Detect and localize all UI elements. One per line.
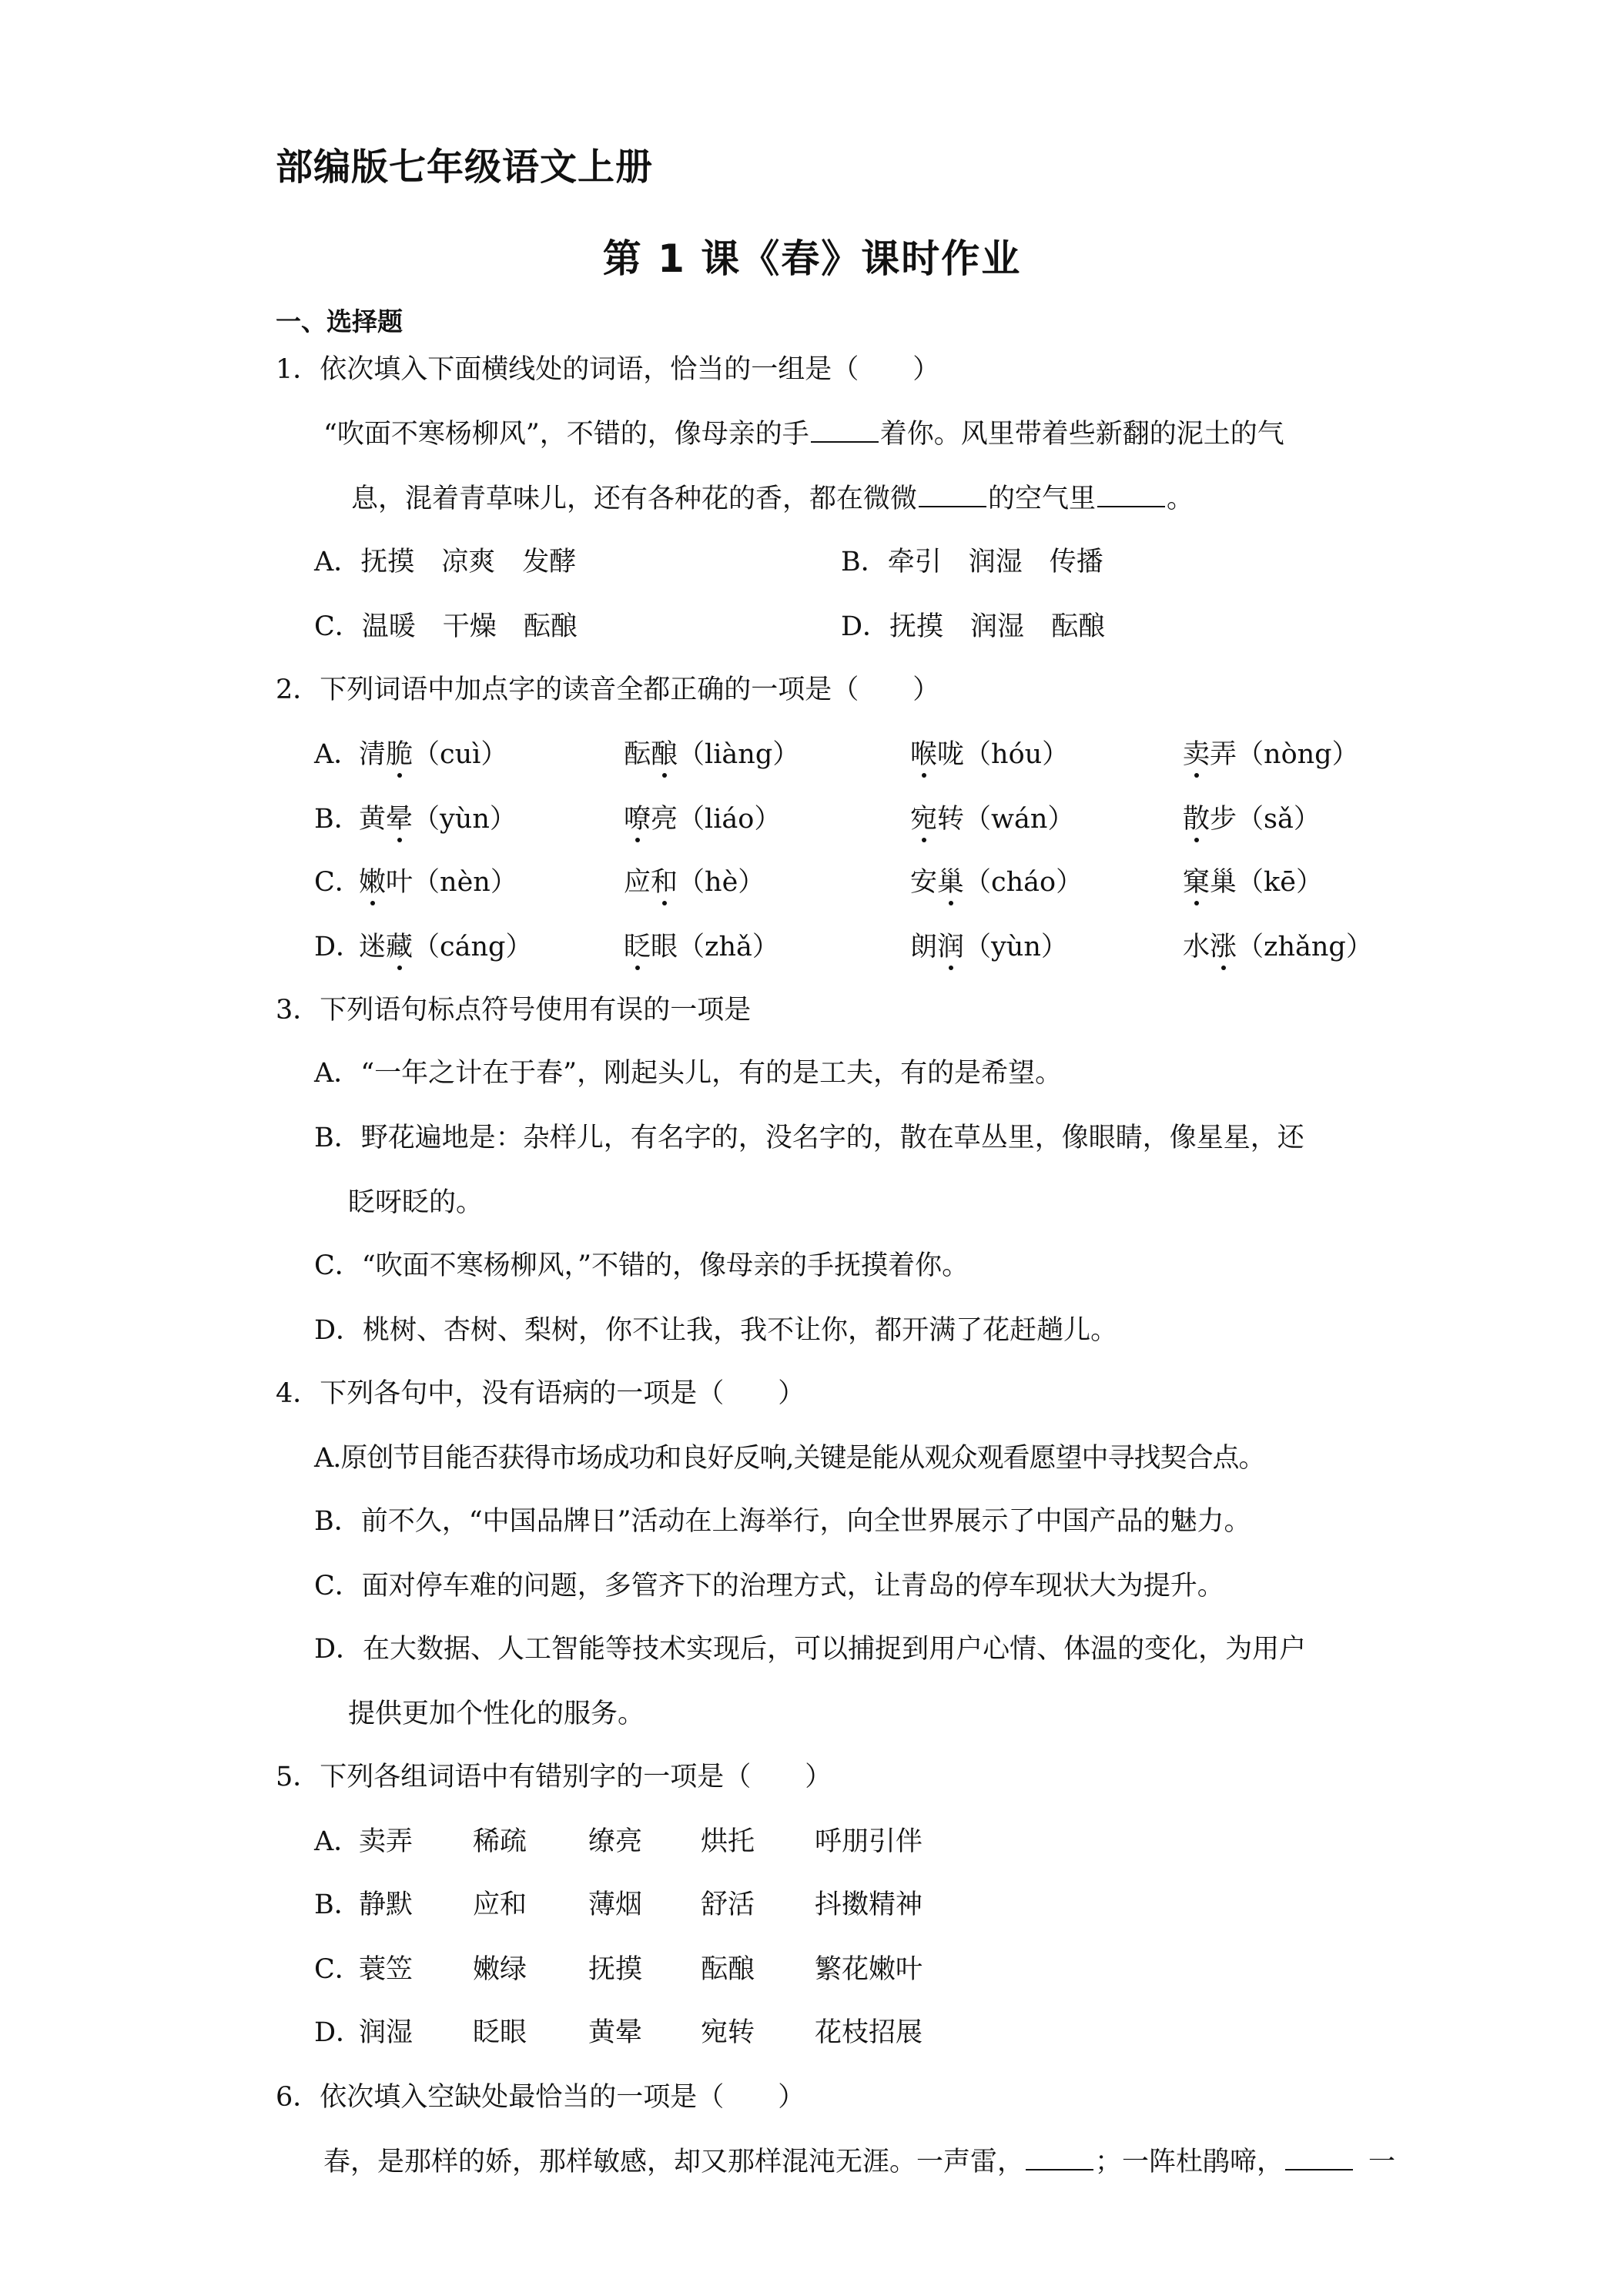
question-6-passage-line-1 xyxy=(323,2145,1395,2179)
dotted-character: 藏 xyxy=(386,932,414,962)
dotted-character: 窠 xyxy=(1183,867,1210,898)
word-character: 巢 xyxy=(1210,867,1237,898)
pinyin-reading: （kē） xyxy=(1237,867,1323,898)
dotted-character: 酿 xyxy=(651,739,678,770)
word-character: 转 xyxy=(937,804,965,835)
dotted-character: 眨 xyxy=(624,932,651,962)
pinyin-reading: （cháo） xyxy=(964,867,1083,898)
pinyin-item xyxy=(359,802,517,836)
pinyin-reading: （liàng） xyxy=(678,739,800,770)
pinyin-item xyxy=(1183,865,1323,899)
word-character: 朗 xyxy=(910,932,938,962)
passage-text: “吹面不寒杨柳风”，不错的，像母亲的手 xyxy=(323,419,809,450)
fill-blank xyxy=(1097,483,1165,507)
word-option: 花枝招展 xyxy=(815,2017,923,2048)
word-character: 水 xyxy=(1183,932,1210,962)
pinyin-item xyxy=(624,865,765,899)
dotted-character: 晕 xyxy=(386,804,414,835)
passage-text: 。 xyxy=(1167,484,1194,514)
question-4-option-b: B．前不久，“中国品牌日”活动在上海举行，向全世界展示了中国产品的魅力。 xyxy=(314,1506,1251,1537)
question-3-option-b: B．野花遍地是：杂样儿，有名字的，没名字的，散在草丛里，像眼睛，像星星，还 xyxy=(314,1123,1304,1153)
question-2-option-label: C． xyxy=(314,867,362,898)
word-option: 眨眼 xyxy=(473,2017,527,2048)
question-1-option-a: A．抚摸 凉爽 发酵 xyxy=(314,547,577,577)
word-character: 叶 xyxy=(386,867,414,898)
dotted-character: 嘹 xyxy=(624,804,651,835)
question-2-stem: 2．下列词语中加点字的读音全都正确的一项是（ ） xyxy=(276,674,940,705)
word-character: 弄 xyxy=(1210,739,1237,770)
pinyin-item xyxy=(624,738,799,771)
word-option: 缭亮 xyxy=(588,1826,643,1857)
fill-blank xyxy=(919,483,986,507)
passage-text: ；一阵杜鹃啼， xyxy=(1095,2147,1284,2177)
pinyin-reading: （hè） xyxy=(678,867,765,898)
question-6-stem: 6．依次填入空缺处最恰当的一项是（ ） xyxy=(276,2082,805,2113)
dotted-character: 卖 xyxy=(1183,739,1210,770)
word-option: 抖擞精神 xyxy=(815,1889,923,1920)
pinyin-item xyxy=(359,738,507,771)
word-option: 黄晕 xyxy=(588,2017,643,2048)
pinyin-item xyxy=(910,930,1068,964)
pinyin-reading: （yùn） xyxy=(964,932,1068,962)
dotted-character: 宛 xyxy=(910,804,938,835)
question-3-option-d: D．桃树、杏树、梨树，你不让我，我不让你，都开满了花赶趟儿。 xyxy=(314,1315,1118,1346)
word-option: 抚摸 xyxy=(588,1954,643,1985)
question-4-option-a: A.原创节目能否获得市场成功和良好反响,关键是能从观众观看愿望中寻找契合点。 xyxy=(314,1443,1265,1474)
fill-blank xyxy=(811,418,879,443)
word-option: 烘托 xyxy=(701,1826,755,1857)
dotted-character: 巢 xyxy=(937,867,965,898)
word-option: 嫩绿 xyxy=(473,1954,527,1985)
word-option: 薄烟 xyxy=(588,1889,643,1920)
passage-text: 一 xyxy=(1368,2147,1396,2177)
fill-blank xyxy=(1285,2146,1353,2170)
question-5-option-label: B． xyxy=(314,1889,361,1920)
question-3-option-b-continued: 眨呀眨的。 xyxy=(348,1187,484,1218)
word-option: 静默 xyxy=(359,1889,414,1920)
pinyin-item xyxy=(910,738,1069,771)
word-option: 呼朋引伴 xyxy=(815,1826,923,1857)
pinyin-reading: （sǎ） xyxy=(1237,804,1321,835)
passage-text: 息，混着青草味儿，还有各种花的香，都在微微 xyxy=(351,484,918,514)
pinyin-reading: （zhǎng） xyxy=(1237,932,1373,962)
pinyin-reading: （yùn） xyxy=(413,804,517,835)
word-character: 应 xyxy=(624,867,651,898)
pinyin-item xyxy=(624,930,779,964)
series-title: 部编版七年级语文上册 xyxy=(276,146,654,189)
pinyin-reading: （zhǎ） xyxy=(678,932,779,962)
question-1-option-b: B．牵引 润湿 传播 xyxy=(841,547,1103,577)
question-1-stem: 1．依次填入下面横线处的词语，恰当的一组是（ ） xyxy=(276,354,940,385)
question-2-option-label: A． xyxy=(314,739,361,770)
lesson-title: 第 1 课《春》课时作业 xyxy=(602,236,1022,281)
question-1-passage-line-1 xyxy=(323,417,1284,451)
dotted-character: 和 xyxy=(651,867,678,898)
question-1-passage-line-2 xyxy=(351,482,1194,516)
pinyin-reading: （wán） xyxy=(964,804,1075,835)
dotted-character: 喉 xyxy=(910,739,938,770)
word-option: 酝酿 xyxy=(701,1954,755,1985)
fill-blank xyxy=(1026,2146,1093,2170)
dotted-character: 嫩 xyxy=(359,867,387,898)
pinyin-item xyxy=(1183,738,1359,771)
dotted-character: 脆 xyxy=(386,739,414,770)
word-character: 酝 xyxy=(624,739,651,770)
question-3-stem: 3．下列语句标点符号使用有误的一项是 xyxy=(276,995,752,1026)
dotted-character: 散 xyxy=(1183,804,1210,835)
question-4-stem: 4．下列各句中，没有语病的一项是（ ） xyxy=(276,1378,805,1409)
pinyin-reading: （nòng） xyxy=(1237,739,1359,770)
word-character: 清 xyxy=(359,739,387,770)
pinyin-item xyxy=(624,802,781,836)
question-5-option-label: D． xyxy=(314,2017,363,2048)
word-option: 卖弄 xyxy=(359,1826,414,1857)
question-5-stem: 5．下列各组词语中有错别字的一项是（ ） xyxy=(276,1762,832,1792)
pinyin-item xyxy=(910,865,1083,899)
dotted-character: 涨 xyxy=(1210,932,1237,962)
pinyin-reading: （liáo） xyxy=(678,804,782,835)
question-4-option-c: C．面对停车难的问题，多管齐下的治理方式，让青岛的停车现状大为提升。 xyxy=(314,1571,1224,1602)
pinyin-item xyxy=(359,865,517,899)
word-option: 蓑笠 xyxy=(359,1954,414,1985)
word-option: 繁花嫩叶 xyxy=(815,1954,923,1985)
word-character: 迷 xyxy=(359,932,387,962)
dotted-character: 润 xyxy=(937,932,965,962)
word-option: 稀疏 xyxy=(473,1826,527,1857)
passage-text: 着你。风里带着些新翻的泥土的气 xyxy=(879,419,1284,450)
question-5-option-label: A． xyxy=(314,1826,361,1857)
question-1-option-d: D．抚摸 润湿 酝酿 xyxy=(841,611,1106,642)
word-character: 咙 xyxy=(937,739,965,770)
pinyin-reading: （cuì） xyxy=(413,739,508,770)
word-character: 黄 xyxy=(359,804,387,835)
word-option: 应和 xyxy=(473,1889,527,1920)
question-3-option-a: A．“一年之计在于春”，刚起头儿，有的是工夫，有的是希望。 xyxy=(314,1058,1063,1089)
pinyin-reading: （nèn） xyxy=(413,867,517,898)
question-2-option-label: B． xyxy=(314,804,361,835)
word-character: 亮 xyxy=(651,804,678,835)
question-5-option-label: C． xyxy=(314,1954,362,1985)
passage-text: 春，是那样的娇，那样敏感，却又那样混沌无涯。一声雷， xyxy=(323,2147,1025,2177)
word-option: 宛转 xyxy=(701,2017,755,2048)
word-character: 步 xyxy=(1210,804,1237,835)
word-character: 眼 xyxy=(651,932,678,962)
section-title: 一、选择题 xyxy=(276,306,403,336)
pinyin-item xyxy=(1183,930,1373,964)
pinyin-reading: （cáng） xyxy=(413,932,533,962)
word-option: 舒活 xyxy=(701,1889,755,1920)
passage-text: 的空气里 xyxy=(988,484,1097,514)
question-4-option-d-continued: 提供更加个性化的服务。 xyxy=(348,1699,645,1729)
pinyin-item xyxy=(1183,802,1321,836)
question-2-option-label: D． xyxy=(314,932,363,962)
pinyin-reading: （hóu） xyxy=(964,739,1070,770)
word-character: 安 xyxy=(910,867,938,898)
question-4-option-d: D．在大数据、人工智能等技术实现后，可以捕捉到用户心情、体温的变化，为用户 xyxy=(314,1634,1307,1665)
question-3-option-c: C．“吹面不寒杨柳风，”不错的，像母亲的手抚摸着你。 xyxy=(314,1250,969,1281)
question-1-option-c: C．温暖 干燥 酝酿 xyxy=(314,611,578,642)
word-option: 润湿 xyxy=(359,2017,414,2048)
pinyin-item xyxy=(359,930,532,964)
pinyin-item xyxy=(910,802,1074,836)
